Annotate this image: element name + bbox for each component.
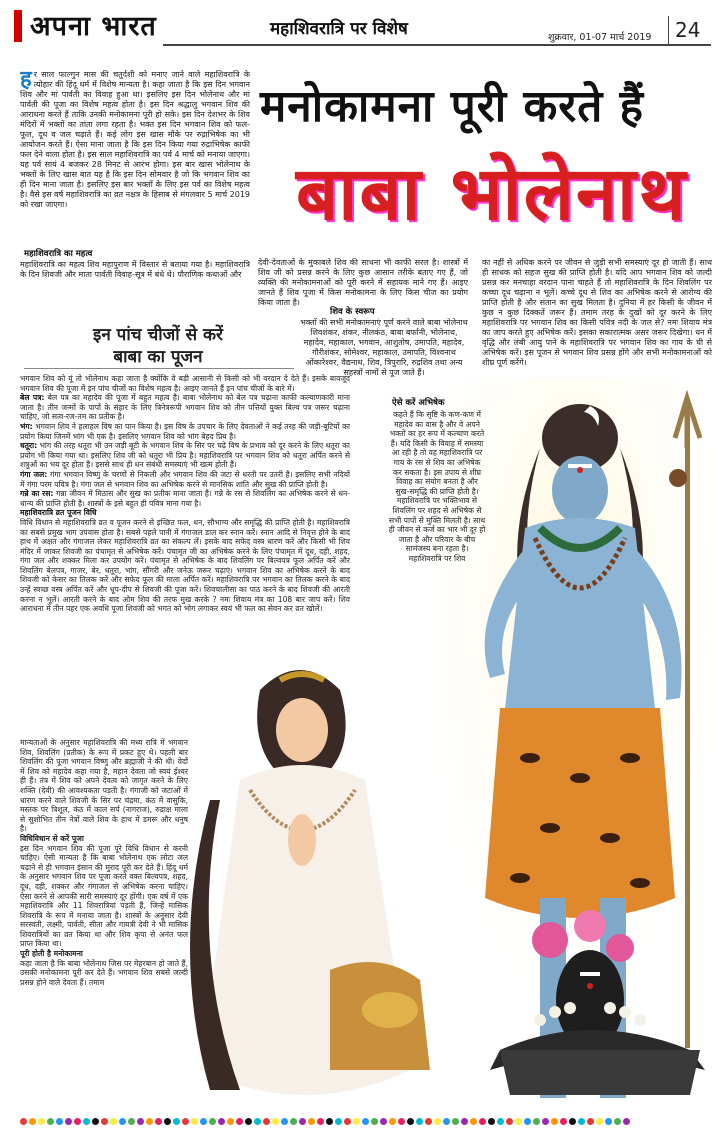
item-text: गन्ना जीवन में मिठास और सुख का प्रतीक माना जाता है। गन्ने के रस से शिवलिंग का अभिषेक करने से धन-धान्य की प्राप्ति होती है। शास्त्रों के इसे बहुत ही पवित्र माना गया है।: [20, 489, 350, 508]
color-dot: [65, 1118, 72, 1125]
swaroop-heading: शिव के स्वरूप: [330, 307, 375, 317]
color-dot: [110, 1118, 117, 1125]
item-text: भांग की तरह धतूरा भी उन जड़ी बूटी के भगवान शिव के सिर पर चढ़े विष के प्रभाव को दूर करने के लिए धतूरा का प्रयोग भी किया गया था। इसलिए शिव जी को धतूरा भी प्रिय है। महाशिवरात्रि पर भगवान शिव को धतूरा अर्पित करने से शत्रुओं का भय दूर होता है। इससे साथ ही धन संबंधी समस्याएं भी खत्म होती हैं।: [20, 441, 350, 470]
color-dot: [290, 1118, 297, 1125]
color-dot: [614, 1118, 621, 1125]
color-dot: [443, 1118, 450, 1125]
color-dot: [578, 1118, 585, 1125]
item-text: बेल पत्र का महादेव की पूजा में बहुत महत्व है। बाबा भोलेनाथ को बेल पत्र चढ़ाना काफी कल्याणकारी माना जाता है। तीन जन्मों के पापों के संहार के लिए त्रिनेत्ररूपी भगवान शिव को तीन पत्तियों युक्त बिल्व पत्र जरूर चढ़ाना चाहिए, जो सत्व-रज-तम का प्रतीक है।: [20, 393, 350, 422]
abhishek-heading: ऐसे करें अभिषेक: [392, 398, 445, 408]
color-dot: [272, 1118, 279, 1125]
color-dot: [335, 1118, 342, 1125]
item-label: धतूरा:: [20, 441, 38, 451]
page-number: 24: [675, 18, 701, 42]
newspaper-logo: अपना भारत: [30, 11, 157, 42]
color-dot: [200, 1118, 207, 1125]
color-dot: [407, 1118, 414, 1125]
color-dot: [236, 1118, 243, 1125]
color-dot: [74, 1118, 81, 1125]
color-dot: [281, 1118, 288, 1125]
color-dot: [137, 1118, 144, 1125]
mahatva-heading: महाशिवरात्रि का महत्व: [24, 249, 93, 259]
abhishek-text: कहते हैं कि सृष्टि के कण-कण में महादेव का वास है और वे अपने भक्तों का हर रूप में कल्याण करते हैं। यदि किसी के विवाह में समस्या आ रही है तो वह महाशिवरात्रि पर गाय के रस से शिव का अभिषेक कर सकता है। इस उपाय से शीघ्र विवाह का संयोग बनता है और सुख-समृद्धि की प्राप्ति होती है। महाशिवरात्रि पर भक्तिभाव से शिवलिंग पर शहद से अभिषेक से सभी पापों से मुक्ति मिलती है। साथ ही जीवन से कर्ज का भार भी दूर हो जाता है और परिवार के बीच सामंजस्य बना रहता है। महाशिवरात्रि पर शिव: [388, 410, 486, 563]
color-dot: [380, 1118, 387, 1125]
five-things-rule: [24, 368, 294, 369]
color-dot: [398, 1118, 405, 1125]
headline-line-1: मनोकामना पूरी करते हैं: [260, 81, 645, 132]
color-dot: [209, 1118, 216, 1125]
shivling-illustration: [470, 880, 710, 1120]
color-dot: [173, 1118, 180, 1125]
color-dot: [29, 1118, 36, 1125]
item-label: गन्ने का रस:: [20, 489, 54, 499]
right-paragraph: का नहीं से अधिक करने पर जीवन से जुड़ी सभी समस्याएं दूर हो जाती हैं। साथ ही साधक को सहज सुख की प्राप्ति होती है। यदि आप भगवान शिव को जल्दी प्रसन्न कर मनचाहा वरदान पाना चाहते हैं तो महाशिवरात्रि के दिन शिवलिंग पर कच्चा दूध चढ़ाना न भूलें। कच्चे दूध से शिव का अभिषेक करने से आरोग्य की प्राप्ति होती है और संतान का सुख मिलता है। दुनिया में हर किसी के जीवन में कुछ न कुछ दिक्कतें जरूर हैं। तमाम तरह के दुखों को दूर करने के लिए महाशिवरात्रि पर भगवान शिव का किसी पवित्र नदी के जल से? नमः शिवाय मंत्र का जाप करते हुए अभिषेक करें। इसका सकारात्मक असर जरूर दिखेगा। धन में वृद्धि और लंबी आयु पाने के महाशिवरात्रि पर भगवान शिव का गाय के घी से अभिषेक करें। इस पूजन से भगवान शिव प्रसन्न होंगे और सभी मनोकामनाओं को शीघ्र पूर्ण करेंगे।: [482, 258, 712, 367]
color-dot: [308, 1118, 315, 1125]
color-dot: [524, 1118, 531, 1125]
item-label: भंग:: [20, 421, 33, 431]
color-dot: [128, 1118, 135, 1125]
color-dot: [83, 1118, 90, 1125]
logo-accent-bar: [14, 10, 22, 42]
color-dot: [326, 1118, 333, 1125]
five-things-heading-line-2: बाबा का पूजन: [113, 347, 203, 367]
color-dot: [155, 1118, 162, 1125]
color-dot: [344, 1118, 351, 1125]
color-dot: [515, 1118, 522, 1125]
color-dot: [182, 1118, 189, 1125]
issue-date: शुक्रवार, 01-07 मार्च 2019: [548, 32, 652, 43]
color-dot: [191, 1118, 198, 1125]
color-dot: [245, 1118, 252, 1125]
header-rule: [163, 44, 711, 46]
color-dot: [227, 1118, 234, 1125]
section-title: महाशिवरात्रि पर विशेष: [270, 19, 408, 39]
color-dot: [452, 1118, 459, 1125]
five-things-heading-line-1: इन पांच चीजों से करें: [92, 325, 224, 345]
color-dot: [596, 1118, 603, 1125]
color-dot: [434, 1118, 441, 1125]
color-dot: [119, 1118, 126, 1125]
parvati-illustration: [180, 650, 450, 1120]
color-dot: [146, 1118, 153, 1125]
color-dot: [164, 1118, 171, 1125]
lower-text-2: इस दिन भगवान शिव की पूजा पूरे विधि विधान से करनी चाहिए। ऐसी मान्यता है कि बाबा भोलेनाथ एक लोटा जल चढ़ाने से ही भगवान इंसान की मुराद पूरी कर देते हैं। हिंदू धर्म के अनुसार भगवान शिव पर पूजा करते वक्त बिल्वपत्र, शहद, दूध, दही, शक्कर और गंगाजल से अभिषेक करना चाहिए। ऐसा करने से आपकी सारी समस्याएं दूर होंगी। एक वर्ष में एक महाशिवरात्रि और 11 शिवरात्रियां पड़ती हैं, जिन्हें मासिक शिवरात्रि के रूप में मनाया जाता है। शास्त्रों के अनुसार देवी सरस्वती, लक्ष्मी, पार्वती, सीता और गायत्री देवी ने भी मासिक शिवरात्रियों का व्रत किया था और शिव कृपा से अनंत फल प्राप्त किया था।: [20, 843, 188, 949]
vidhi-heading: महाशिवरात्रि व्रत पूजन विधि: [20, 508, 97, 518]
middle-paragraph: देवी-देवताओं के मुकाबले शिव की साधना भी काफी सरल है। शास्त्रों में शिव जी को प्रसन्न करने के लिए कुछ आसान तरीके बताए गए हैं, जो व्यक्ति की मनोकामनाओं को पूरी करने में सहायक माने गए हैं। आइए जानते हैं शिव पूजा में किस मनोकामना के लिए किस चीज का प्रयोग किया जाता है।: [258, 258, 468, 306]
color-dot: [47, 1118, 54, 1125]
color-dot: [560, 1118, 567, 1125]
lower-text-1: मान्यताओं के अनुसार महाशिवरात्रि की मध्य रात्रि में भगवान शिव, शिवलिंग (प्रतीक) के रूप में प्रकट हुए थे। पहली बार शिवलिंग की पूजा भगवान विष्णु और ब्रह्माजी ने की थी। वेदों में शिव को महादेव कहा गया है, महान देवता जो स्वयं ईश्वर ही हैं। तंत्र में शिव को अपने देवत्व को जागृत करने के लिए शक्ति (देवी) की आवश्यकता पड़ती है। गंगाजी को जटाओं में धारण करने वाले शिवजी के सिर पर चंद्रमा, कंठ में वासुकि, मस्तक पर त्रिशूल, कंठ में काल सर्प (नागराज), रुद्राक्ष माला से सुशोभित तीन नेत्रों वाले शिव के हाथ में डमरू और धनुष है।: [20, 738, 188, 834]
color-dot: [38, 1118, 45, 1125]
vidhi-text: विधि विधान से महाशिवरात्रि व्रत व पूजन करने से इच्छित फल, धन, सौभाग्य और समृद्धि की प्राप्ति होती है। महाशिवरात्रि का सबसे प्रमुख भाग उपवास होता है। सबसे पहले पानी में गंगाजल डाल कर स्नान करें। स्नान आदि से निवृत्त होने के बाद हाथ में अक्षत और गंगाजल लेकर महाशिवरात्रि व्रत का संकल्प लें। इसके बाद सफेद वस्त्र धारण करें और किसी भी शिव मंदिर में जाकर शिवजी का पंचामृत से अभिषेक करें। पंचामृत जी का अभिषेक करने के लिए पंचामृत में दूध, दही, शहद, गंगा जल और शक्कर मिला कर उपयोग करें। पंचामृत से अभिषेक के बाद शिवलिंग पर बिल्वपत्र फूल अर्पित करें और शिवलिंग बेलपत्र, गाजर, बेर, धतूरा, भांग, सौंगरी और जनेऊ जरूर चढ़ाएं। भगवान शिव का अभिषेक करने के बाद शिवजी को केसर का तिलक करें और सफेद फूल की माला अर्पित करें। महाशिवरात्रि पर भगवान का तिलक करने के बाद उन्हें स्वच्छ वस्त्र अर्पित करें और धूप-दीप से शिवजी की पूजा करें। शिवचालीसा का पाठ करने के बाद शिवजी की आरती करना न भूलें। आरती करने के बाद ओम शिव की तरफ मुख करके ? नमः शिवाय मंत्र का 108 बार जाप करें। शिव आराधना में तीन पहर एक अवधि पूजा शिवजी को भगत को भोग लगाकर स्वयं भी फल का सेवन कर व्रत खोलें।: [20, 517, 350, 614]
color-dot: [479, 1118, 486, 1125]
item-label: गंगा जल:: [20, 469, 48, 479]
item-text: भगवान शिव ने हलाहल विष का पान किया है। इस विष के उपचार के लिए देवताओं ने कई तरह की जड़ी-बूटियों का प्रयोग किया जिनमें भांग भी एक है। इसलिए भगवान शिव को भांग बेहद प्रिय है।: [20, 421, 350, 441]
color-dot: [542, 1118, 549, 1125]
intro-text: र साल फाल्गुन मास की चतुर्दशी को मनाए जाने वाले महाशिवरात्रि के त्योहार की हिंदू धर्म में विशेष मान्यता है। कहा जाता है कि इस दिन भगवान शिव और मां पार्वती का विवाह हुआ था। इसलिए इस दिन भोलेनाथ और मां पार्वती की पूजा का विशेष महत्व होता है। इस दिन श्रद्धालु भगवान शिव की आराधना करते हैं ताकि उनकी मनोकामना पूरी हो सके। इस दिन देशभर के शिव मंदिरों में भक्तों का तांता लगा रहता है। भक्त इस दिन भगवान शिव को फल-फूल, दूध व जल चढ़ाते हैं। कई लोग इस खास मौके पर रुद्राभिषेक का भी आयोजन करते हैं। ऐसा माना जाता है कि इस दिन किया गया रुद्राभिषेक काफी फल देने वाला होता है। इस साल महाशिवरात्रि का पर्व 4 मार्च को मनाया जाएगा। यह पर्व सायं 4 बजकर 28 मिनट से आरंभ होगा। इस बार खास भोलेनाथ के भक्तों के लिए खास बात यह है कि इस दिन सोमवार है जो कि भगवान शिव का ही दिन माना जाता है। इसलिए इस बार भक्तों के लिए इस पर्व का विशेष महत्व है। वैसे इस वर्ष महाशिवरात्रि का व्रत नक्षत्र के हिसाब से मंगलवार 5 मार्च 2019 को रखा जाएगा।: [20, 70, 250, 209]
color-dot: [533, 1118, 540, 1125]
intro-paragraph: [20, 70, 250, 254]
five-things-heading: [48, 324, 268, 368]
color-dot: [353, 1118, 360, 1125]
color-dot: [623, 1118, 630, 1125]
headline-line-2: बाबा भोलेनाथ: [296, 151, 688, 237]
color-dot: [416, 1118, 423, 1125]
color-dot: [362, 1118, 369, 1125]
color-dot: [497, 1118, 504, 1125]
color-dot: [317, 1118, 324, 1125]
color-dot: [506, 1118, 513, 1125]
color-dot: [461, 1118, 468, 1125]
color-dot: [470, 1118, 477, 1125]
five-things-body: [20, 374, 350, 674]
color-dot: [605, 1118, 612, 1125]
color-dot: [263, 1118, 270, 1125]
lower-heading-2: विधिविधान से करें पूजा: [20, 833, 84, 843]
color-dot: [299, 1118, 306, 1125]
color-dot: [389, 1118, 396, 1125]
color-dot: [488, 1118, 495, 1125]
five-things-intro: भगवान शिव को यूं तो भोलेनाथ कहा जाता है क्योंकि वे बड़ी आसानी से किसी को भी वरदान दे देते हैं। इसके बावजूद भगवान शिव की पूजा में इन पांच चीजों का विशेष महत्व है। आइए जानते हैं इन पांच चीजों के बारे में।: [20, 374, 350, 393]
drop-cap: ह: [20, 70, 32, 92]
color-dot: [587, 1118, 594, 1125]
color-dot: [56, 1118, 63, 1125]
item-text: गंगा भगवान विष्णु के चरणों से निकली और भगवान शिव की जटा से धरती पर उतरी है। इसलिए सभी नदियों में गंगा परम पवित्र है। गंगा जल से भगवान शिव का अभिषेक करने से मानसिक शांति और सुख की प्राप्ति होती है।: [20, 469, 350, 489]
swaroop-text: भक्तों की सभी मनोकामनाएं पूर्ण करने वाले बाबा भोलेनाथ शिवशंकर, शंकर, नीलकंठ, बाबा बर्फानी, भोलेनाथ, महादेव, महाकाल, भगवान, आशुतोष, उमापति, महादेव, गौरीशंकर, सोमेश्वर, महाकाल, उमापति, विश्वनाथ ओंकारेश्वर, वैद्यनाथ, शिव, त्रिपुरारि, रुद्रशिव तथा अन्य सहस्त्रों नामों से पूज जाते हैं।: [300, 318, 468, 377]
mahatva-text: महाशिवरात्रि का महत्व शिव महापुराण में विस्तार से बताया गया है। महाशिवरात्रि के दिन शिवजी और माता पार्वती विवाह-सूत्र में बंधे थे। पौराणिक कथाओं और: [20, 260, 250, 279]
item-label: बेल पत्र:: [20, 393, 45, 403]
lower-heading-3: पूरी होती है मनोकामना: [20, 949, 83, 959]
color-dot: [425, 1118, 432, 1125]
lower-column: [20, 738, 188, 1118]
lower-text-3: कहा जाता है कि बाबा भोलेनाथ जिस पर मेहरबान हो जाते हैं, उसकी मनोकामना पूरी कर देते हैं। भगवान शिव सबसे जल्दी प्रसन्न होने वाले देवता हैं। तमाम: [20, 958, 188, 987]
color-dot: [254, 1118, 261, 1125]
color-dot: [551, 1118, 558, 1125]
color-dot: [20, 1118, 27, 1125]
color-dot: [218, 1118, 225, 1125]
color-dot: [101, 1118, 108, 1125]
color-dot: [92, 1118, 99, 1125]
color-dot: [569, 1118, 576, 1125]
header-divider: [668, 16, 669, 46]
color-registration-strip: [20, 1110, 700, 1120]
color-dot: [371, 1118, 378, 1125]
